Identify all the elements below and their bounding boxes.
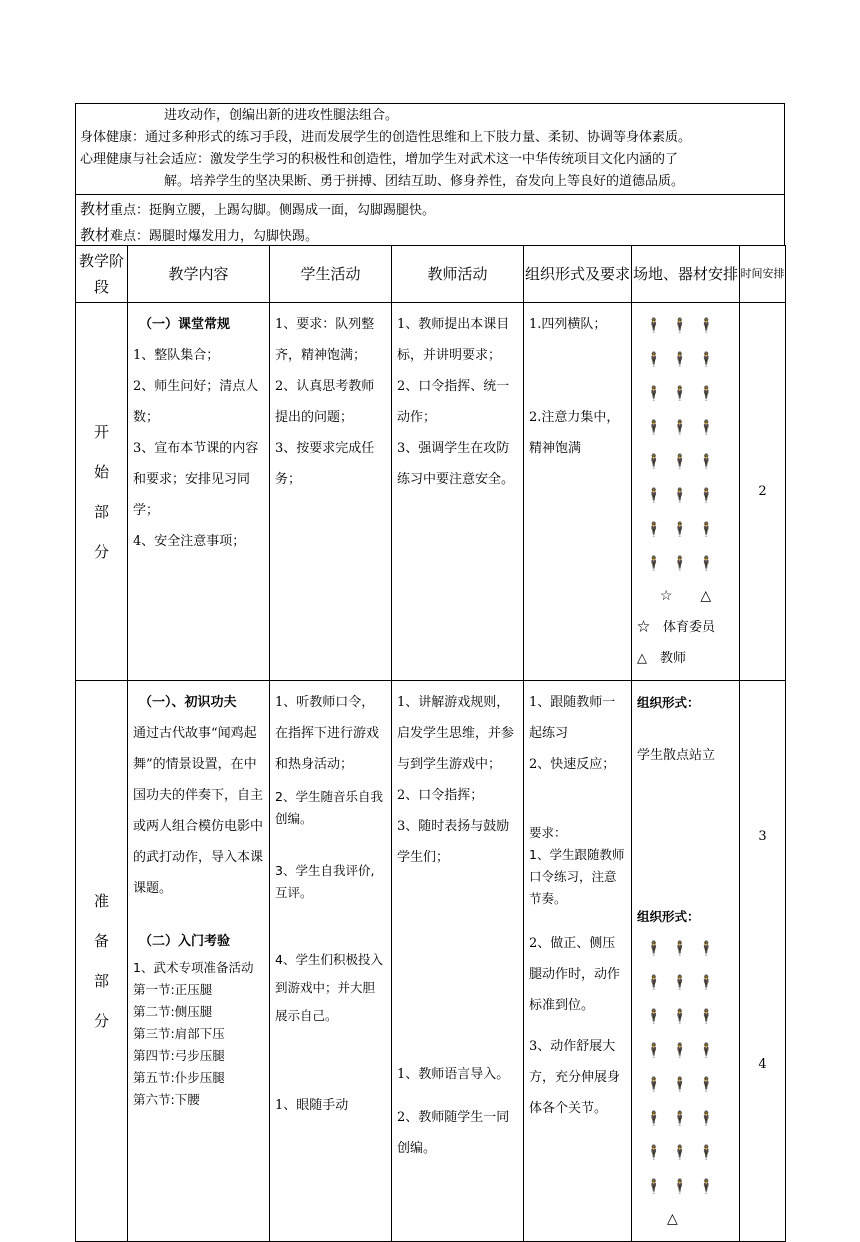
venue-text: 学生散点站立 — [637, 748, 716, 763]
time-value: 3 — [758, 829, 767, 844]
prep-row — [76, 681, 786, 1242]
student-item: 3、学生自我评价,互评。 — [275, 863, 375, 900]
header-time: 时间安排 — [740, 246, 786, 303]
prep-time — [740, 681, 786, 1242]
key-text: 重点：挺胸立腰，上踢勾脚。侧踢成一面，勾脚踢腿快。 — [110, 203, 436, 218]
objective-line: 解。培养学生的坚决果断、勇于拼搏、团结互助、修身养性，奋发向上等良好的道德品质。 — [164, 174, 685, 189]
content-item: 1、武术专项准备活动 — [133, 960, 254, 975]
org-item: 1、跟随教师一起练习 — [529, 695, 616, 741]
objective-line: 身体健康：通过多种形式的练习手段，进而发展学生的创造性思维和上下肢力量、柔韧、协调等身体素质。 — [80, 130, 692, 145]
content-title: （一）课堂常规 — [139, 317, 231, 332]
section-item: 第五节:仆步压腿 — [133, 1070, 225, 1085]
start-time: 2 — [740, 303, 786, 681]
stage-label: 准备部分 — [93, 892, 109, 1030]
content-title: （一）、初识功夫 — [139, 695, 237, 710]
org-item: 2、快速反应； — [529, 757, 616, 772]
content-paragraph: 通过古代故事“闻鸡起舞”的情景设置，在中国功夫的伴奏下，自主或两人组合模仿电影中的武打动作，导入本课课题。 — [133, 726, 264, 896]
stage-prep — [76, 681, 128, 1242]
stage-start — [76, 303, 128, 681]
section-item: 第六节:下腰 — [133, 1092, 200, 1107]
start-org — [524, 303, 632, 681]
formation-row: 🕴🕴🕴🕴🕴🕴 — [645, 454, 725, 504]
student-item: 1、听教师口令，在指挥下进行游戏和热身活动； — [275, 695, 380, 772]
section-item: 第二节:侧压腿 — [133, 1004, 213, 1019]
stage-label: 开始部分 — [93, 422, 109, 561]
legend-star: ☆ 体育委员 — [637, 620, 716, 635]
teacher-item: 3、随时表扬与鼓励学生们； — [397, 819, 510, 865]
student-item: 2、认真思考教师提出的问题； — [275, 379, 375, 425]
formation-symbols: ☆ △ — [659, 588, 712, 604]
difficulty-label: 教材 — [80, 226, 111, 244]
time-value: 4 — [758, 1057, 767, 1072]
legend-triangle: △ 教师 — [637, 651, 686, 666]
header-row — [76, 246, 786, 303]
formation-row: 🕴🕴🕴🕴🕴🕴 — [645, 318, 725, 368]
objective-line: 进攻动作，创编出新的进攻性腿法组合。 — [164, 108, 399, 123]
section-item: 第四节:弓步压腿 — [133, 1048, 225, 1063]
start-teacher — [392, 303, 524, 681]
objective-line: 心理健康与社会适应：激发学生学习的积极性和创造性，增加学生对武术这一中华传统项目文化内涵的了 — [80, 152, 679, 167]
formation-row: 🕴🕴🕴🕴🕴🕴 — [645, 1077, 725, 1127]
teacher-item: 3、强调学生在攻防练习中要注意安全。 — [397, 441, 515, 487]
prep-content — [128, 681, 270, 1242]
student-item: 1、要求：队列整齐，精神饱满； — [275, 317, 375, 363]
venue-title: 组织形式： — [637, 909, 700, 924]
org-item: 1.四列横队； — [529, 317, 607, 332]
teacher-item: 2、口令指挥； — [397, 788, 484, 803]
teacher-item: 2、教师随学生一同创编。 — [397, 1110, 510, 1156]
key-point — [80, 197, 780, 223]
formation-row: 🕴🕴🕴🕴🕴🕴 — [645, 1009, 725, 1059]
content-item: 1、整队集合； — [133, 348, 220, 363]
org-item: 3、动作舒展大方，充分伸展身体各个关节。 — [529, 1039, 621, 1116]
start-student — [270, 303, 392, 681]
org-item: 要求： — [529, 825, 567, 840]
teacher-item: 1、教师语言导入。 — [397, 1067, 510, 1082]
student-item: 1、眼随手动 — [275, 1098, 349, 1113]
formation-row: 🕴🕴🕴🕴🕴🕴 — [645, 1145, 725, 1195]
start-row — [76, 303, 786, 681]
formation-row: 🕴🕴🕴🕴🕴🕴 — [645, 386, 725, 436]
student-item: 4、学生们积极投入到游戏中；并大胆展示自己。 — [275, 952, 383, 1023]
org-item: 2.注意力集中，精神饱满 — [529, 410, 620, 456]
content-item: 3、宣布本节课的内容和要求；安排见习同学； — [133, 441, 259, 518]
teacher-item: 2、口令指挥、统一动作； — [397, 379, 510, 425]
start-content — [128, 303, 270, 681]
header-student: 学生活动 — [270, 246, 392, 303]
key-label: 教材 — [80, 200, 111, 218]
teacher-triangle: △ — [667, 1211, 678, 1227]
teacher-item: 1、教师提出本课目标，并讲明要求； — [397, 317, 510, 363]
key-points-block — [75, 194, 785, 245]
student-item: 2、学生随音乐自我创编。 — [275, 789, 383, 826]
lesson-table — [75, 245, 786, 1242]
start-venue — [632, 303, 740, 681]
header-content: 教学内容 — [128, 246, 270, 303]
header-org: 组织形式及要求 — [524, 246, 632, 303]
prep-org — [524, 681, 632, 1242]
student-item: 3、按要求完成任务； — [275, 441, 375, 487]
header-stage: 教学阶段 — [76, 246, 128, 303]
lesson-plan-page — [75, 103, 785, 1242]
venue-title: 组织形式： — [637, 695, 700, 710]
difficulty-text: 难点：踢腿时爆发用力，勾脚快踢。 — [110, 229, 319, 244]
content-title: （二）入门考验 — [139, 934, 231, 949]
prep-teacher — [392, 681, 524, 1242]
formation-row: 🕴🕴🕴🕴🕴🕴 — [645, 941, 725, 991]
prep-venue — [632, 681, 740, 1242]
header-teacher: 教师活动 — [392, 246, 524, 303]
section-item: 第三节:肩部下压 — [133, 1026, 225, 1041]
teacher-item: 1、讲解游戏规则，启发学生思维，并参与到学生游戏中； — [397, 695, 515, 772]
prep-student — [270, 681, 392, 1242]
org-item: 2、做正、侧压腿动作时，动作标准到位。 — [529, 936, 621, 1013]
org-item: 1、学生跟随教师口令练习，注意节奏。 — [529, 847, 625, 906]
header-venue: 场地、器材安排 — [632, 246, 740, 303]
content-item: 4、安全注意事项； — [133, 534, 246, 549]
objectives-block — [75, 103, 785, 194]
content-item: 2、师生问好；清点人数； — [133, 379, 259, 425]
formation-row: 🕴🕴🕴🕴🕴🕴 — [645, 522, 725, 572]
section-item: 第一节:正压腿 — [133, 982, 213, 997]
